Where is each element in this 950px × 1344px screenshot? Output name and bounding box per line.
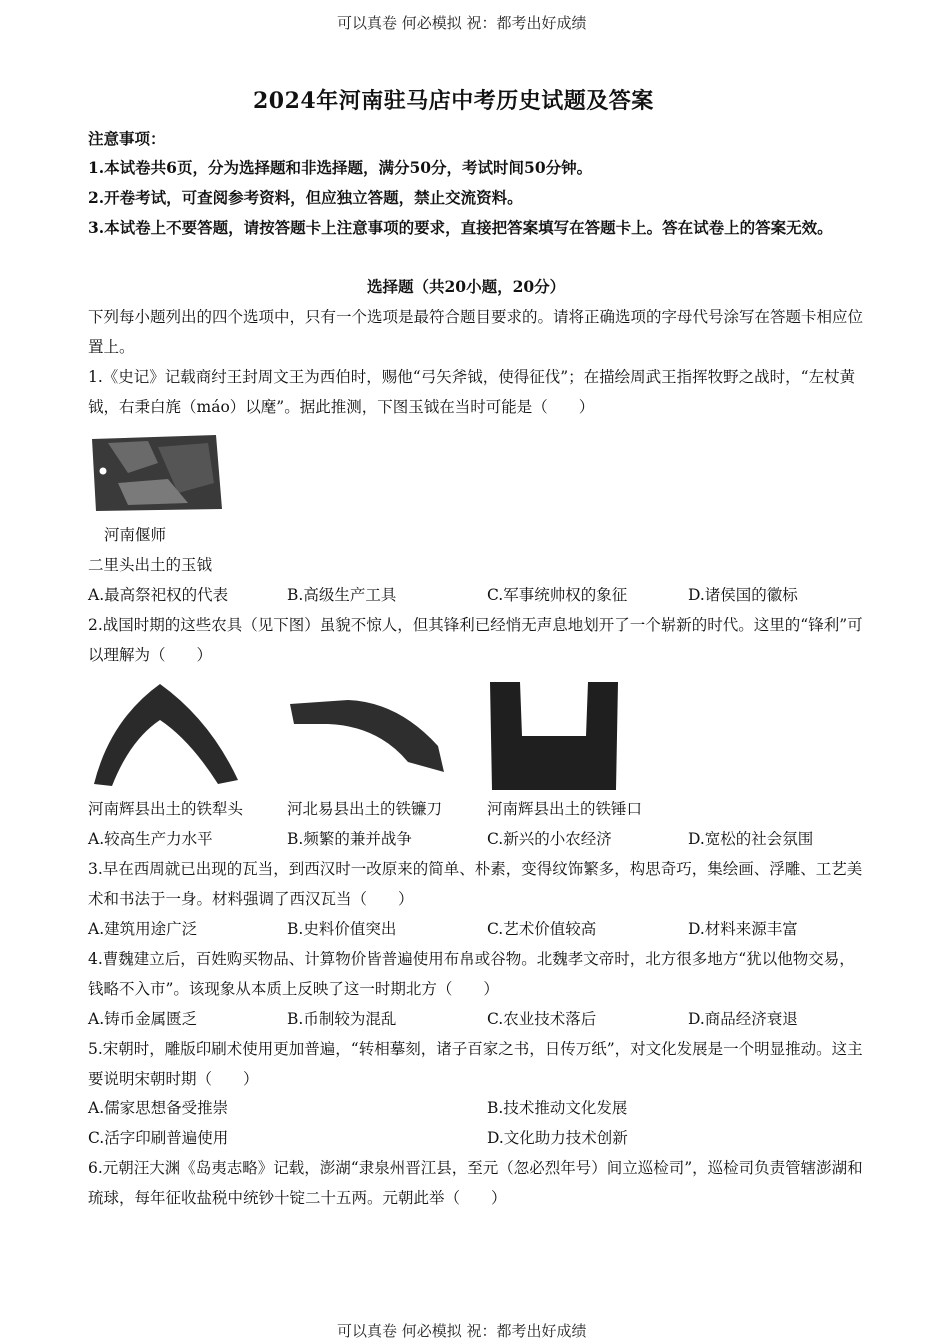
question-2-option-c[interactable]: C.新兴的小农经济	[487, 830, 612, 848]
question-1-stem: 1.《史记》记载商纣王封周文王为西伯时，赐他“弓矢斧钺，使得征伐”；在描绘周武王指挥牧野之战时，“左杖黄钺，右秉白旄（máo）以麾”。据此推测，下图玉钺在当时可能是（ ）	[88, 368, 856, 416]
question-1-option-c[interactable]: C.军事统帅权的象征	[487, 586, 628, 604]
question-3-option-a[interactable]: A.建筑用途广泛	[88, 920, 198, 938]
section-heading: 选择题（共20小题，20分）	[367, 277, 566, 296]
question-2-caption-2: 河北易县出土的铁镰刀	[287, 800, 443, 818]
question-5-option-c[interactable]: C.活字印刷普遍使用	[88, 1129, 229, 1147]
question-2-option-a[interactable]: A.较高生产力水平	[88, 830, 213, 848]
question-1-caption-line1: 河南偃师	[104, 526, 167, 544]
question-4-option-b[interactable]: B.币制较为混乱	[287, 1010, 397, 1028]
exam-title: 2024年河南驻马店中考历史试题及答案	[253, 88, 654, 114]
question-1-caption-line2: 二里头出土的玉钺	[88, 556, 213, 574]
question-4-stem: 4.曹魏建立后，百姓购买物品、计算物价皆普遍使用布帛或谷物。北魏孝文帝时，北方很多地方“犹以他物交易，钱略不入市”。该现象从本质上反映了这一时期北方（ ）	[88, 950, 855, 998]
iron-hammer-head-image	[488, 678, 620, 792]
notice-item-2: 2.开卷考试，可查阅参考资料，但应独立答题，禁止交流资料。	[88, 188, 523, 207]
question-3-option-b[interactable]: B.史料价值突出	[287, 920, 397, 938]
question-4-option-a[interactable]: A.铸币金属匮乏	[88, 1010, 198, 1028]
question-5-option-b[interactable]: B.技术推动文化发展	[487, 1099, 628, 1117]
jade-yue-axe-image	[88, 433, 223, 513]
question-3-option-d[interactable]: D.材料来源丰富	[688, 920, 798, 938]
question-5-stem: 5.宋朝时，雕版印刷术使用更加普遍，“转相摹刻，诸子百家之书，日传万纸”，对文化发展是一个明显推动。这主要说明宋朝时期（ ）	[88, 1040, 863, 1088]
question-4-option-d[interactable]: D.商品经济衰退	[688, 1010, 798, 1028]
notice-heading: 注意事项：	[88, 129, 166, 148]
iron-plow-image	[90, 680, 240, 790]
question-3-stem: 3.早在西周就已出现的瓦当，到西汉时一改原来的简单、朴素，变得纹饰繁多，构思奇巧，集绘画、浮雕、工艺美术和书法于一身。材料强调了西汉瓦当（ ）	[88, 860, 863, 908]
section-instruction: 下列每小题列出的四个选项中，只有一个选项是最符合题目要求的。请将正确选项的字母代号涂写在答题卡相应位置上。	[88, 308, 864, 356]
question-2-caption-1: 河南辉县出土的铁犁头	[88, 800, 244, 818]
question-1-option-b[interactable]: B.高级生产工具	[287, 586, 397, 604]
question-2-option-b[interactable]: B.频繁的兼并战争	[287, 830, 412, 848]
notice-item-3: 3.本试卷上不要答题，请按答题卡上注意事项的要求，直接把答案填写在答题卡上。答在试卷上的答案无效。	[88, 218, 833, 237]
question-2-stem: 2.战国时期的这些农具（见下图）虽貌不惊人，但其锋利已经悄无声息地划开了一个崭新的时代。这里的“锋利”可以理解为（ ）	[88, 616, 863, 664]
question-6-stem: 6.元朝汪大渊《岛夷志略》记载，澎湖“隶泉州晋江县，至元（忽必烈年号）间立巡检司”，巡检司负责管辖澎湖和琉球，每年征收盐税中统钞十锭二十五两。元朝此举（ ）	[88, 1159, 863, 1207]
page-header: 可以真卷 何必模拟 祝：都考出好成绩	[337, 14, 587, 32]
question-2-option-d[interactable]: D.宽松的社会氛围	[688, 830, 814, 848]
iron-sickle-image	[288, 696, 446, 776]
question-5-option-d[interactable]: D.文化助力技术创新	[487, 1129, 628, 1147]
question-3-option-c[interactable]: C.艺术价值较高	[487, 920, 597, 938]
page-footer: 可以真卷 何必模拟 祝：都考出好成绩	[337, 1322, 587, 1340]
notice-item-1: 1.本试卷共6页，分为选择题和非选择题，满分50分，考试时间50分钟。	[88, 158, 593, 177]
question-1-option-d[interactable]: D.诸侯国的徽标	[688, 586, 798, 604]
question-2-caption-3: 河南辉县出土的铁锤口	[487, 800, 643, 818]
question-5-option-a[interactable]: A.儒家思想备受推崇	[88, 1099, 229, 1117]
question-1-option-a[interactable]: A.最高祭祀权的代表	[88, 586, 229, 604]
question-4-option-c[interactable]: C.农业技术落后	[487, 1010, 597, 1028]
